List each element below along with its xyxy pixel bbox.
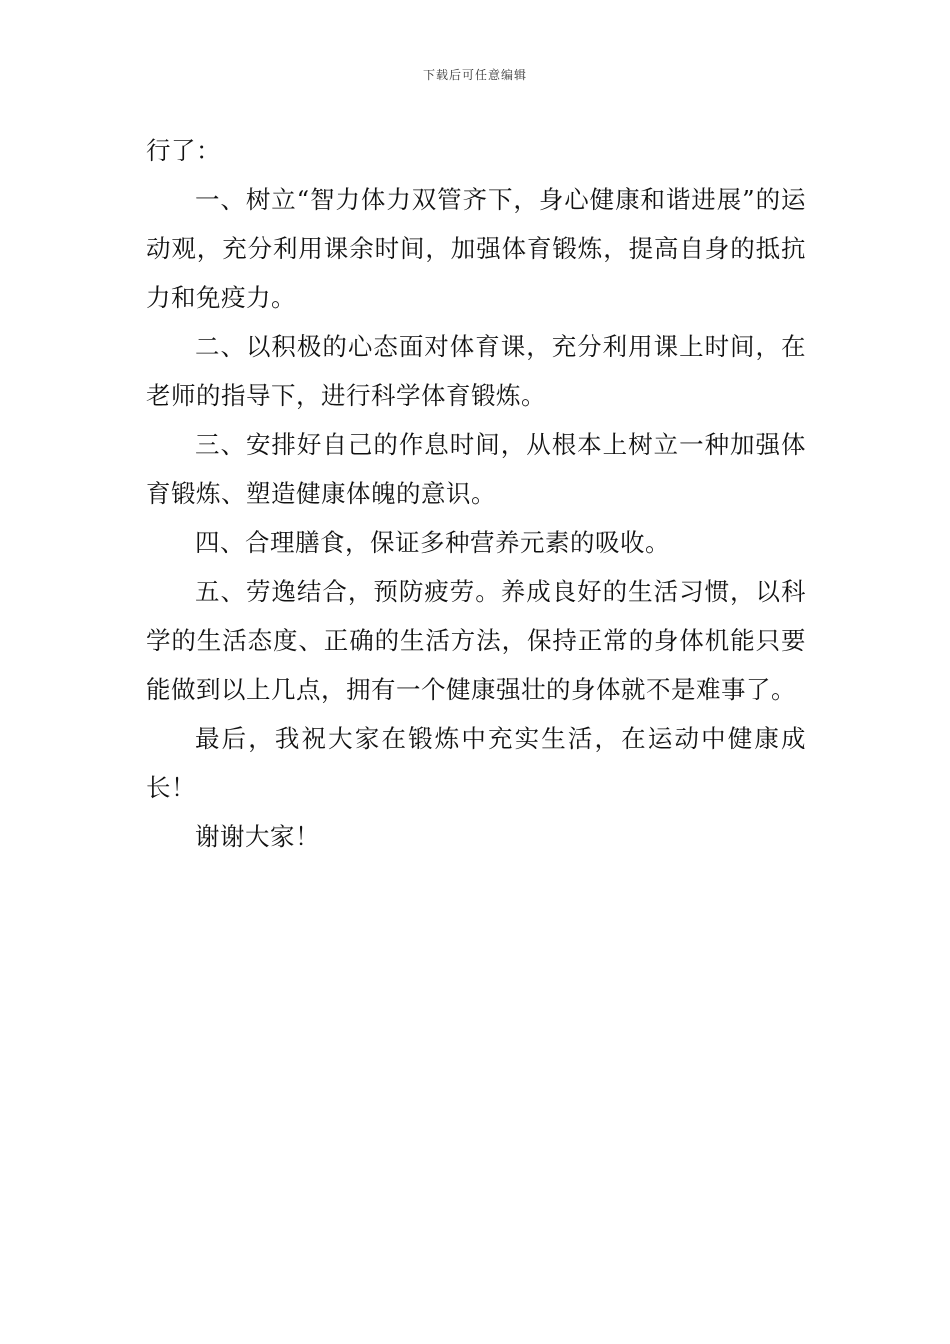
document-body xyxy=(146,126,806,861)
paragraph-point-two: 二、以积极的心态面对体育课，充分利用课上时间，在老师的指导下，进行科学体育锻炼。 xyxy=(146,332,806,410)
paragraph-point-three: 三、安排好自己的作息时间，从根本上树立一种加强体育锻炼、塑造健康体魄的意识。 xyxy=(146,430,806,508)
paragraph-point-five: 五、劳逸结合，预防疲劳。养成良好的生活习惯，以科学的生活态度、正确的生活方法，保持正常的身体机能只要能做到以上几点，拥有一个健康强壮的身体就不是难事了。 xyxy=(146,577,806,704)
paragraph-continuation: 行了： xyxy=(146,136,221,165)
paragraph-point-four: 四、合理膳食，保证多种营养元素的吸收。 xyxy=(195,528,670,557)
paragraph-closing: 最后，我祝大家在锻炼中充实生活，在运动中健康成长！ xyxy=(146,724,806,802)
paragraph-thanks: 谢谢大家！ xyxy=(195,822,320,851)
paragraph-point-one: 一、树立“智力体力双管齐下，身心健康和谐进展”的运动观，充分利用课余时间，加强体育锻炼，提高自身的抵抗力和免疫力。 xyxy=(146,185,806,312)
page-header: 下载后可任意编辑 xyxy=(422,68,527,82)
